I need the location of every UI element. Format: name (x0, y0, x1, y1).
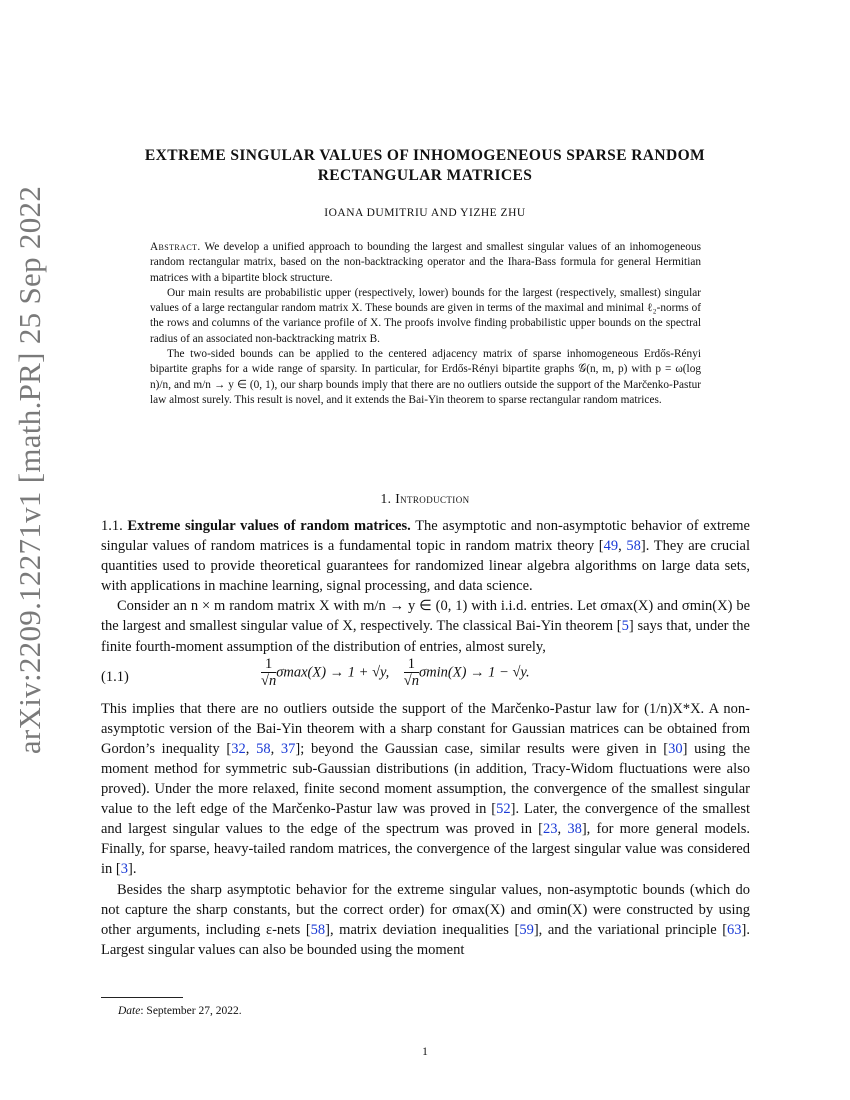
p3-text-d: ]. Later, the convergence of the smallest and largest singular values to the edge of the spectrum was proved in [ (101, 801, 750, 838)
paragraph-1: 1.1. Extreme singular values of random matrices. The asymptotic and non-asymptotic behavior of extreme singular values of random matrices is a fundamental topic in random matrix theory [49, 58]. They are crucial quantities used to provide theoretical guarantees for randomized linear algebra algorithms on large data sets, with applications in machine learning, signal processing, and data science. (101, 518, 750, 595)
paper-authors: IOANA DUMITRIU AND YIZHE ZHU (324, 207, 526, 219)
equation-body (261, 657, 530, 689)
body-text (101, 516, 750, 960)
p4-text-d: ]. Largest singular values can also be bounded using the moment (101, 921, 751, 958)
subsection-title: Extreme singular values of random matrices. (127, 518, 411, 534)
paragraph-2 (101, 596, 750, 656)
equation-1-1 (101, 657, 750, 699)
footnote-date (118, 1005, 242, 1017)
abstract-label: Abstract. (150, 241, 201, 253)
section-heading (100, 491, 750, 507)
p4-text-a: Besides the sharp asymptotic behavior for the extreme singular values, non-asymptotic bounds (which do not capture the sharp constants, but the correct order) for σmax(X) and σmin(X) were constructed by using other arguments, including ε-nets [ (101, 881, 750, 938)
citation-link[interactable]: 52 (496, 801, 511, 818)
p3-text-b: ]; beyond the Gaussian case, similar results were given in [ (295, 740, 669, 757)
abstract (150, 240, 701, 408)
citation-link[interactable]: 30 (668, 740, 683, 757)
citation-link[interactable]: 58 (256, 740, 271, 757)
footnote-label: Date (118, 1005, 141, 1017)
citation-link[interactable]: 32 (231, 740, 246, 757)
p2-text-b: ] says that, under the finite fourth-moment assumption of the distribution of entries, almost surely, (101, 618, 750, 655)
citation-link[interactable]: 49 (603, 538, 619, 555)
arxiv-identifier: arXiv:2209.12271v1 [math.PR] 25 Sep 2022 (12, 185, 47, 755)
p4-text-c: ], and the variational principle [ (533, 921, 728, 938)
citation-link[interactable]: 5 (621, 618, 629, 635)
paragraph-4 (101, 880, 750, 960)
citation-link[interactable]: 63 (727, 921, 742, 938)
equation-left: σmax(X) → 1 + √y, (276, 663, 390, 680)
arxiv-stamp (0, 0, 60, 1100)
subsection-number: 1.1. (101, 518, 123, 534)
page-number: 1 (422, 1046, 428, 1058)
abstract-paragraph-3: The two-sided bounds can be applied to the centered adjacency matrix of sparse inhomogeneous Erdős-Rényi bipartite graphs for a wide range of sparsity. In particular, for Erdős-Rényi bipartite graphs 𝒢(n, m, p) with p = ω(log n)/n, and m/n → y ∈ (0, 1), our sharp bounds imply that there are no outliers outside the support of the Marčenko-Pastur law almost surely. This result is novel, and it extends the Bai-Yin theorem to sparse rectangular random matrices. (150, 348, 701, 406)
section-heading-text: 1. Introduction (380, 491, 470, 506)
citation-link[interactable]: 59 (519, 921, 534, 938)
p4-text-b: ], matrix deviation inequalities [ (325, 921, 520, 938)
p3-text-f: ]. (127, 861, 137, 878)
paper-title: EXTREME SINGULAR VALUES OF INHOMOGENEOUS SPARSE RANDOM RECTANGULAR MATRICES (144, 147, 706, 184)
citation-link[interactable]: 3 (120, 861, 128, 878)
footnote-value: : September 27, 2022. (140, 1005, 242, 1017)
abstract-text-1: We develop a unified approach to bounding the largest and smallest singular values of an inhomogeneous random rectangular matrix, based on the non-backtracking operator and the Ihara-Bass formula for general Hermitian matrices with a bipartite block structure. (150, 241, 702, 284)
p2-text-a: Consider an n × m random matrix X with m/n → y ∈ (0, 1) with i.i.d. entries. Let σmax(X) and σmin(X) be the largest and smallest singular value of X, respectively. The classical Bai-Yin theorem [ (101, 598, 750, 635)
p3-text-e: ], for more general models. Finally, for sparse, heavy-tailed random matrices, the convergence of the largest singular value was considered in [ (101, 821, 750, 878)
p3-text-c: ] using the moment method for symmetric sub-Gaussian distributions (in addition, Tracy-Widom fluctuations were also proved). Under the more relaxed, finite second moment assumption, the convergence of the smallest singular value to the left edge of the Marčenko-Pastur law was proved in [ (101, 740, 751, 818)
abstract-paragraph-1 (150, 240, 701, 286)
equation-number: (1.1) (101, 668, 129, 685)
citation-link[interactable]: 38 (567, 821, 582, 838)
p1-text-a: The asymptotic and non-asymptotic behavior of extreme singular values of random matrices is a fundamental topic in random matrix theory [ (101, 518, 750, 555)
citation-link[interactable]: 23 (543, 821, 558, 838)
paragraph-3: This implies that there are no outliers outside the support of the Marčenko-Pastur law for (1/n)X*X. A non-asymptotic version of the Bai-Yin theorem with a sharp constant for Gaussian matrices can be obtained from Gordon’s inequality [32, 58, 37]; beyond the Gaussian case, similar results were given in [30] using the moment method for symmetric sub-Gaussian distributions (in addition, Tracy-Widom fluctuations were also proved). Under the more relaxed, finite second moment assumption, the convergence of the smallest singular value to the left edge of the Marčenko-Pastur law was proved in [52]. Later, the convergence of the smallest and largest singular values to the edge of the spectrum was proved in [23, 38], for more general models. Finally, for sparse, heavy-tailed random matrices, the convergence of the largest singular value was considered in [3]. (101, 700, 751, 878)
p3-text-a: This implies that there are no outliers outside the support of the Marčenko-Pastur law for (1/n)X*X. A non-asymptotic version of the Bai-Yin theorem with a sharp constant for Gaussian matrices can be obtained from Gordon’s inequality [ (101, 700, 750, 757)
p1-text-b: ]. They are crucial quantities used to provide theoretical guarantees for randomized linear algebra algorithms on large data sets, with applications in machine learning, signal processing, and data science. (101, 538, 750, 595)
fraction-1-over-sqrt-n: $\frac{1}{√n}$ (403, 655, 420, 689)
citation-link[interactable]: 58 (626, 538, 641, 555)
citation-link[interactable]: 37 (280, 740, 296, 757)
citation-link[interactable]: 58 (310, 921, 326, 938)
fraction-1-over-sqrt-n: $\frac{1}{√n}$ (261, 655, 277, 689)
abstract-paragraph-2: Our main results are probabilistic upper (respectively, lower) bounds for the largest (respectively, smallest) singular values of a large rectangular random matrix X. These bounds are given in terms of the maximal and minimal ℓ₂-norms of the rows and columns of the variance profile of X. The proofs involve finding probabilistic upper bounds on the spectral radius of an associated non-backtracking matrix B. (150, 286, 701, 345)
equation-right: σmin(X) → 1 − √y. (419, 663, 530, 680)
footnote-divider (101, 997, 183, 998)
